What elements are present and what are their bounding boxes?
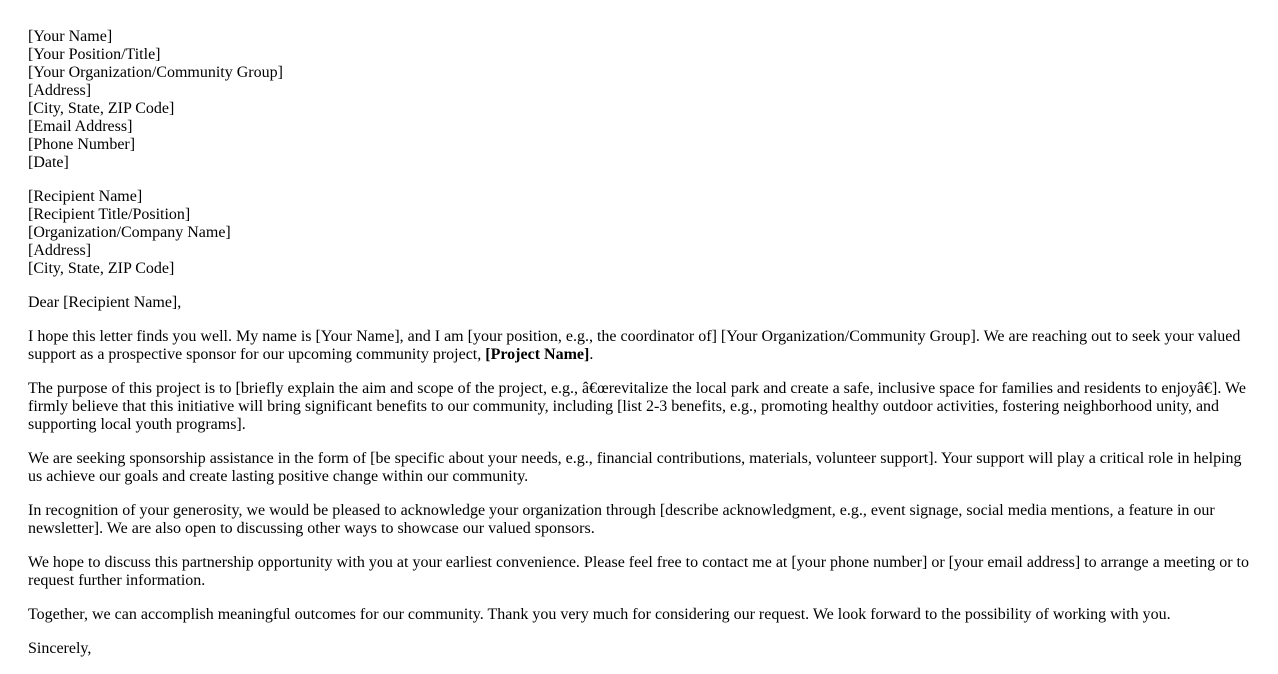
intro-paragraph bbox=[28, 328, 1254, 364]
closing-paragraph: Together, we can accomplish meaningful outcomes for our community. Thank you very much for considering our request. We look forward to the possibility of working with you. bbox=[28, 606, 1171, 623]
recipient-organization: [Organization/Company Name] bbox=[28, 224, 231, 241]
recipient-block bbox=[28, 188, 1254, 278]
purpose-paragraph: The purpose of this project is to [briefly explain the aim and scope of the project, e.g., â€œrevitalize the local park and create a safe, inclusive space for families and residents to enjoyâ€]. We firmly believe that this initiative will bring significant benefits to our community, including [list 2-3 benefits, e.g., promoting healthy outdoor activities, fostering neighborhood unity, and supporting local youth programs]. bbox=[28, 380, 1246, 433]
recipient-name: [Recipient Name] bbox=[28, 188, 143, 205]
project-name: [Project Name] bbox=[485, 346, 590, 363]
sender-address: [Address] bbox=[28, 82, 92, 99]
sender-position: [Your Position/Title] bbox=[28, 46, 161, 63]
intro-text: I hope this letter finds you well. My name is [Your Name], and I am [your position, e.g., the coordinator of] [Your Organization/Community Group]. We are reaching out to seek your valued support as a prospective sponsor for our upcoming community project, bbox=[28, 328, 1241, 363]
assistance-paragraph: We are seeking sponsorship assistance in the form of [be specific about your needs, e.g., financial contributions, materials, volunteer support]. Your support will play a critical role in helping us achieve our goals and create lasting positive change within our community. bbox=[28, 450, 1242, 485]
salutation: Dear [Recipient Name], bbox=[28, 294, 182, 311]
sender-phone: [Phone Number] bbox=[28, 136, 136, 153]
recognition-paragraph: In recognition of your generosity, we would be pleased to acknowledge your organization through [describe acknowledgment, e.g., event signage, social media mentions, a feature in our newsletter]. We are also open to discussing other ways to showcase our valued sponsors. bbox=[28, 502, 1215, 537]
letter-date: [Date] bbox=[28, 154, 69, 171]
sender-email: [Email Address] bbox=[28, 118, 133, 135]
signoff: Sincerely, bbox=[28, 640, 92, 657]
intro-end: . bbox=[589, 346, 594, 363]
recipient-city-state-zip: [City, State, ZIP Code] bbox=[28, 260, 175, 277]
sender-organization: [Your Organization/Community Group] bbox=[28, 64, 283, 81]
recipient-title: [Recipient Title/Position] bbox=[28, 206, 191, 223]
sender-name: [Your Name] bbox=[28, 28, 113, 45]
recipient-address: [Address] bbox=[28, 242, 92, 259]
sender-city-state-zip: [City, State, ZIP Code] bbox=[28, 100, 175, 117]
contact-paragraph: We hope to discuss this partnership opportunity with you at your earliest convenience. Please feel free to contact me at [your phone number] or [your email address] to arrange a meeting or to request further information. bbox=[28, 554, 1249, 589]
letter-page bbox=[28, 28, 1254, 674]
sender-block bbox=[28, 28, 1254, 172]
